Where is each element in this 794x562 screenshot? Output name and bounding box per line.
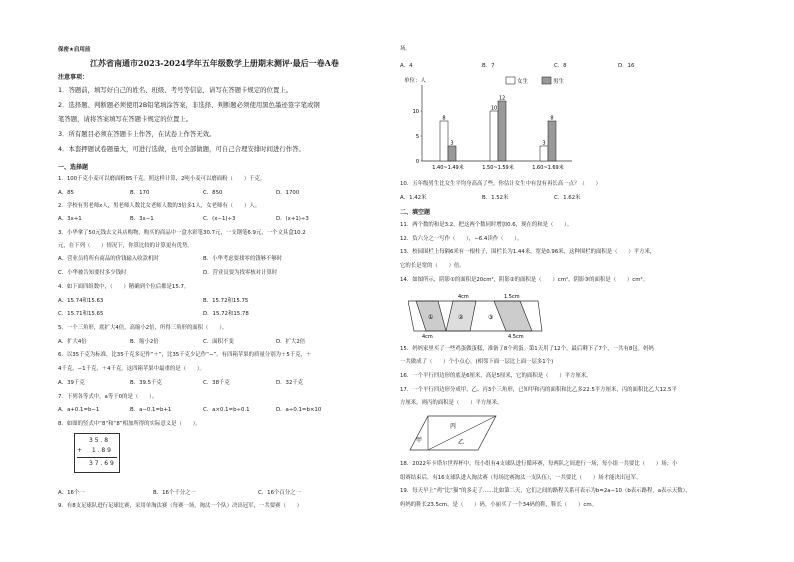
bar-value-label: 10 — [490, 105, 498, 112]
option: A．15.74和15.63 — [58, 298, 104, 304]
option: B．15.72和15.75 — [203, 298, 249, 304]
option: A．营业员将所有商品的价钱输入收款机时 — [58, 256, 159, 262]
bar — [498, 101, 506, 161]
note-line: 1．答题前，填写好自己的姓名、班级、考号等信息，请写在答题卡规定的位置上。 — [58, 86, 293, 94]
question-15: 15．妈妈家里买了一些鸡蛋做蛋糕，准备了8个鸡蛋。第1天用了12个，最后剩下了7个，一共有8包。妈妈 — [400, 346, 654, 352]
bar-value-label: 3 — [450, 140, 454, 147]
question-3-cont: 元，在下列（ ）情况下，你算比较的计算更有优势。 — [58, 243, 193, 249]
question-3: 3．小华拿了50元钱去文具店购物，购买的商品中一盒水彩笔30.7元，一支钢笔6.9元，一个文具盒10.2 — [58, 230, 306, 236]
option: C．小华被告知要付多少钱时 — [58, 270, 127, 276]
question-9: 9．有8支足球队进行足球比赛，采用单淘汰赛（每赛一场，淘汰一个队）决出冠军，一共要赛（ ） — [58, 503, 303, 509]
parallelogram-figure — [408, 291, 548, 339]
option: B．a−0.1=b+1 — [130, 407, 172, 413]
option: D．(x+1)÷3 — [276, 216, 309, 222]
x-tick-label: 1.40~1.49米 — [432, 165, 464, 171]
option: D．扩大2倍 — [276, 339, 306, 345]
question-12: 12．负六分之一写作（ ），−6.4读作（ ）。 — [400, 236, 523, 242]
question-4: 4．如下面四组数中，（ ）精确到个位后都是15.7。 — [58, 284, 190, 290]
secret-label: 保密★启用前 — [58, 47, 91, 53]
question-11: 11．两个数的和是3.2，把这两个数同时增加0.6，现在的和是（ ）。 — [400, 222, 573, 228]
option: B．16个千分之一 — [153, 490, 196, 496]
question-14: 14．如图所示，阴影①的面积是20cm²，阴影②的面积是（ ）cm²，阴影③的面积是（ ）cm²。 — [400, 277, 649, 283]
label-yi: 乙 — [458, 439, 465, 446]
option: C．1.62米 — [554, 195, 581, 201]
option: C．8 — [554, 63, 567, 69]
question-6-cont: 4千克，−1千克，＋4千克。这四箱苹果中最重的是（ ）。 — [58, 366, 205, 372]
bar — [490, 111, 498, 161]
parallelogram-outline — [410, 416, 496, 450]
option: C．(x−1)÷3 — [203, 216, 236, 222]
bar-value-label: 3 — [542, 140, 546, 147]
option: C．15.71和15.65 — [58, 311, 104, 317]
legend-label: 女生 — [517, 79, 529, 85]
question-9-tail: 场。 — [400, 46, 411, 52]
triangle-figure — [408, 412, 498, 454]
option: A．85 — [58, 190, 74, 196]
question-18: 18．2022年卡塔尔世界杯中，每小组有4支球队进行循环赛，每两队之间进行一场，每小组一共要比（ ）场；小 — [400, 461, 678, 467]
option: D．1700 — [276, 190, 300, 196]
option: A．4 — [400, 63, 413, 69]
bar-value-label: 12 — [498, 95, 506, 102]
page-title: 江苏省南通市2023-2024学年五年级数学上册期末测评·最后一卷A卷 — [90, 58, 339, 68]
shape-3 — [494, 301, 532, 331]
option: B．小华考虑要找零的钱够不够时 — [203, 256, 283, 262]
question-2: 2．学校有男老师x人，男老师人数比女老师人数的3倍多1人，女老师有（ ）人。 — [58, 203, 261, 209]
option: C．a×0.1=b÷0.1 — [203, 407, 250, 413]
option: B．缩小2倍 — [130, 339, 159, 345]
question-17-cont: 方厘米，则丙的面积是（ ）平方厘米。 — [400, 400, 503, 406]
question-19: 19．每天早上“鸡”比“猫”的多走了……比如第二天，它们之间的路程关系可表示为b=2a−10（b表示路程，a表示天数）， — [400, 488, 691, 494]
option: C．面积不变 — [203, 339, 234, 345]
question-7: 7．下列各等式中，a等于0的是（ ）。 — [58, 394, 158, 400]
question-1: 1．100千克小麦可以磨面粉85千克。照这样计算，2吨小麦可以磨面粉（ ）千克。 — [58, 176, 266, 182]
vertical-addition-figure — [74, 433, 120, 473]
legend-label: 男生 — [553, 79, 565, 85]
question-16: 16．一个平行四边形的底是6厘米，高是5厘米，它的面积是（ ）平方厘米。 — [400, 373, 592, 379]
question-15-cont: 一共做成了（ ）个小点心。(相邻下面一层比上面一层多1个) — [400, 359, 554, 365]
addend-1: 3 5 . 8 — [89, 437, 109, 444]
y-tick-label: 0 — [415, 159, 419, 165]
option: D．a÷0.1=b×10 — [276, 407, 322, 413]
option: A．3x+1 — [58, 216, 82, 222]
label-4-5cm: 4.5cm — [508, 334, 524, 339]
option: C．850 — [203, 190, 223, 196]
option: D．16 — [618, 63, 635, 69]
region-1: ① — [428, 314, 434, 321]
region-3: ③ — [488, 314, 494, 321]
y-tick-label: 5 — [415, 134, 419, 140]
option: B．39.5千克 — [130, 380, 162, 386]
option: C．38千克 — [203, 380, 230, 386]
sum: 3 7 . 6 9 — [89, 460, 114, 467]
left-column — [58, 0, 394, 562]
option: A．1.42米 — [400, 195, 427, 201]
x-tick-label: 1.50~1.59米 — [482, 165, 514, 171]
region-2: ② — [458, 314, 464, 321]
option: C．16个百分之一 — [258, 490, 301, 496]
y-axis-label: 单位：人 — [404, 78, 427, 84]
y-tick-label: 10 — [412, 109, 419, 115]
option: A．扩大4倍 — [58, 339, 87, 345]
option: B．3x−1 — [130, 216, 154, 222]
label-1-5cm: 1.5cm — [504, 294, 520, 300]
legend-swatch — [542, 77, 551, 84]
question-18-cont: 组赛结束后，有16支球队进入淘汰赛（每场比赛淘汰一支队伍），一共要比（ ）场才能决出冠军。 — [400, 475, 642, 481]
note-line: 3．所有题目必须在答题卡上作答，在试卷上作答无效。 — [58, 130, 216, 138]
bar — [548, 121, 556, 161]
legend-swatch — [506, 77, 515, 84]
notes-heading: 注意事项： — [58, 74, 89, 81]
question-8: 8．如图的竖式中“8”和“8”相加所得的实际意义是（ ）。 — [58, 421, 201, 427]
bar — [448, 146, 456, 161]
section-choice-heading: 一、选择题 — [58, 164, 89, 171]
option: A．39千克 — [58, 380, 85, 386]
section-fill-heading: 二、填空题 — [400, 209, 431, 216]
question-17: 17．一个平行四边形分成甲、乙、丙3个三角形，已知甲和丙的面积和比乙多22.5平方厘米，丙的面积比乙大12.5平 — [400, 387, 677, 393]
bar — [440, 121, 448, 161]
option: B．7 — [482, 63, 495, 69]
height-bar-chart — [400, 73, 580, 175]
label-bing: 丙 — [450, 423, 457, 430]
question-13: 13．校园围栏上每隔6米有一根柱子，围栏长为1.44米，宽是0.96米，这种围栏的面积是（ ）平方米， — [400, 249, 656, 255]
note-line: 笔答题，请将答案填写在答题卡规定的位置上。 — [58, 115, 193, 123]
label-jia: 甲 — [416, 437, 423, 444]
note-line: 4．本套押题试卷题量大，可进行选做，也可全部做题，可自己合理安排时间进行作答。 — [58, 145, 305, 153]
option: D．32千克 — [276, 380, 304, 386]
question-19-cont: 妈妈的鞋长23.5cm，是（ ）码。小丽买了一个34码的鞋，鞋长（ ）cm。 — [400, 502, 598, 508]
option: A．a+0.1=b−1 — [58, 407, 100, 413]
sum-line — [77, 457, 117, 458]
bar-value-label: 8 — [550, 115, 554, 122]
question-5: 5．一个三角形，底扩大4倍，高缩小2倍，所得三角形的面积（ ）。 — [58, 325, 228, 331]
question-13-cont: 它的长是宽的（ ）倍。 — [400, 263, 465, 269]
option: B．1.52米 — [482, 195, 509, 201]
question-6: 6．以35千克为标准，比35千克多记作“＋”，比35千克少记作“−”。有四箱苹果的质量分别为＋5千克，＋ — [58, 352, 312, 358]
label-4cm-bottom: 4cm — [422, 334, 433, 339]
option: D．营业员要为找零核对计算时 — [203, 270, 278, 276]
bar-value-label: 8 — [442, 115, 446, 122]
addend-2: + 1 . 8 9 — [77, 447, 111, 454]
label-4cm-top: 4cm — [458, 294, 469, 300]
option: D．15.72和15.78 — [203, 311, 249, 317]
option: B．170 — [130, 190, 150, 196]
option: A．16个一 — [58, 490, 85, 496]
x-tick-label: 1.60~1.69米 — [532, 165, 564, 171]
right-column — [400, 0, 744, 562]
question-10: 10．五年级男生比女生平均身高高了些，你估计女生中有没有再长高一点？（ ） — [400, 181, 601, 187]
bar — [540, 146, 548, 161]
note-line: 2．选择题、判断题必须使用2B铅笔填涂答案，非选择、判断题必须使用黑色墨迹签字笔或钢 — [58, 101, 320, 109]
